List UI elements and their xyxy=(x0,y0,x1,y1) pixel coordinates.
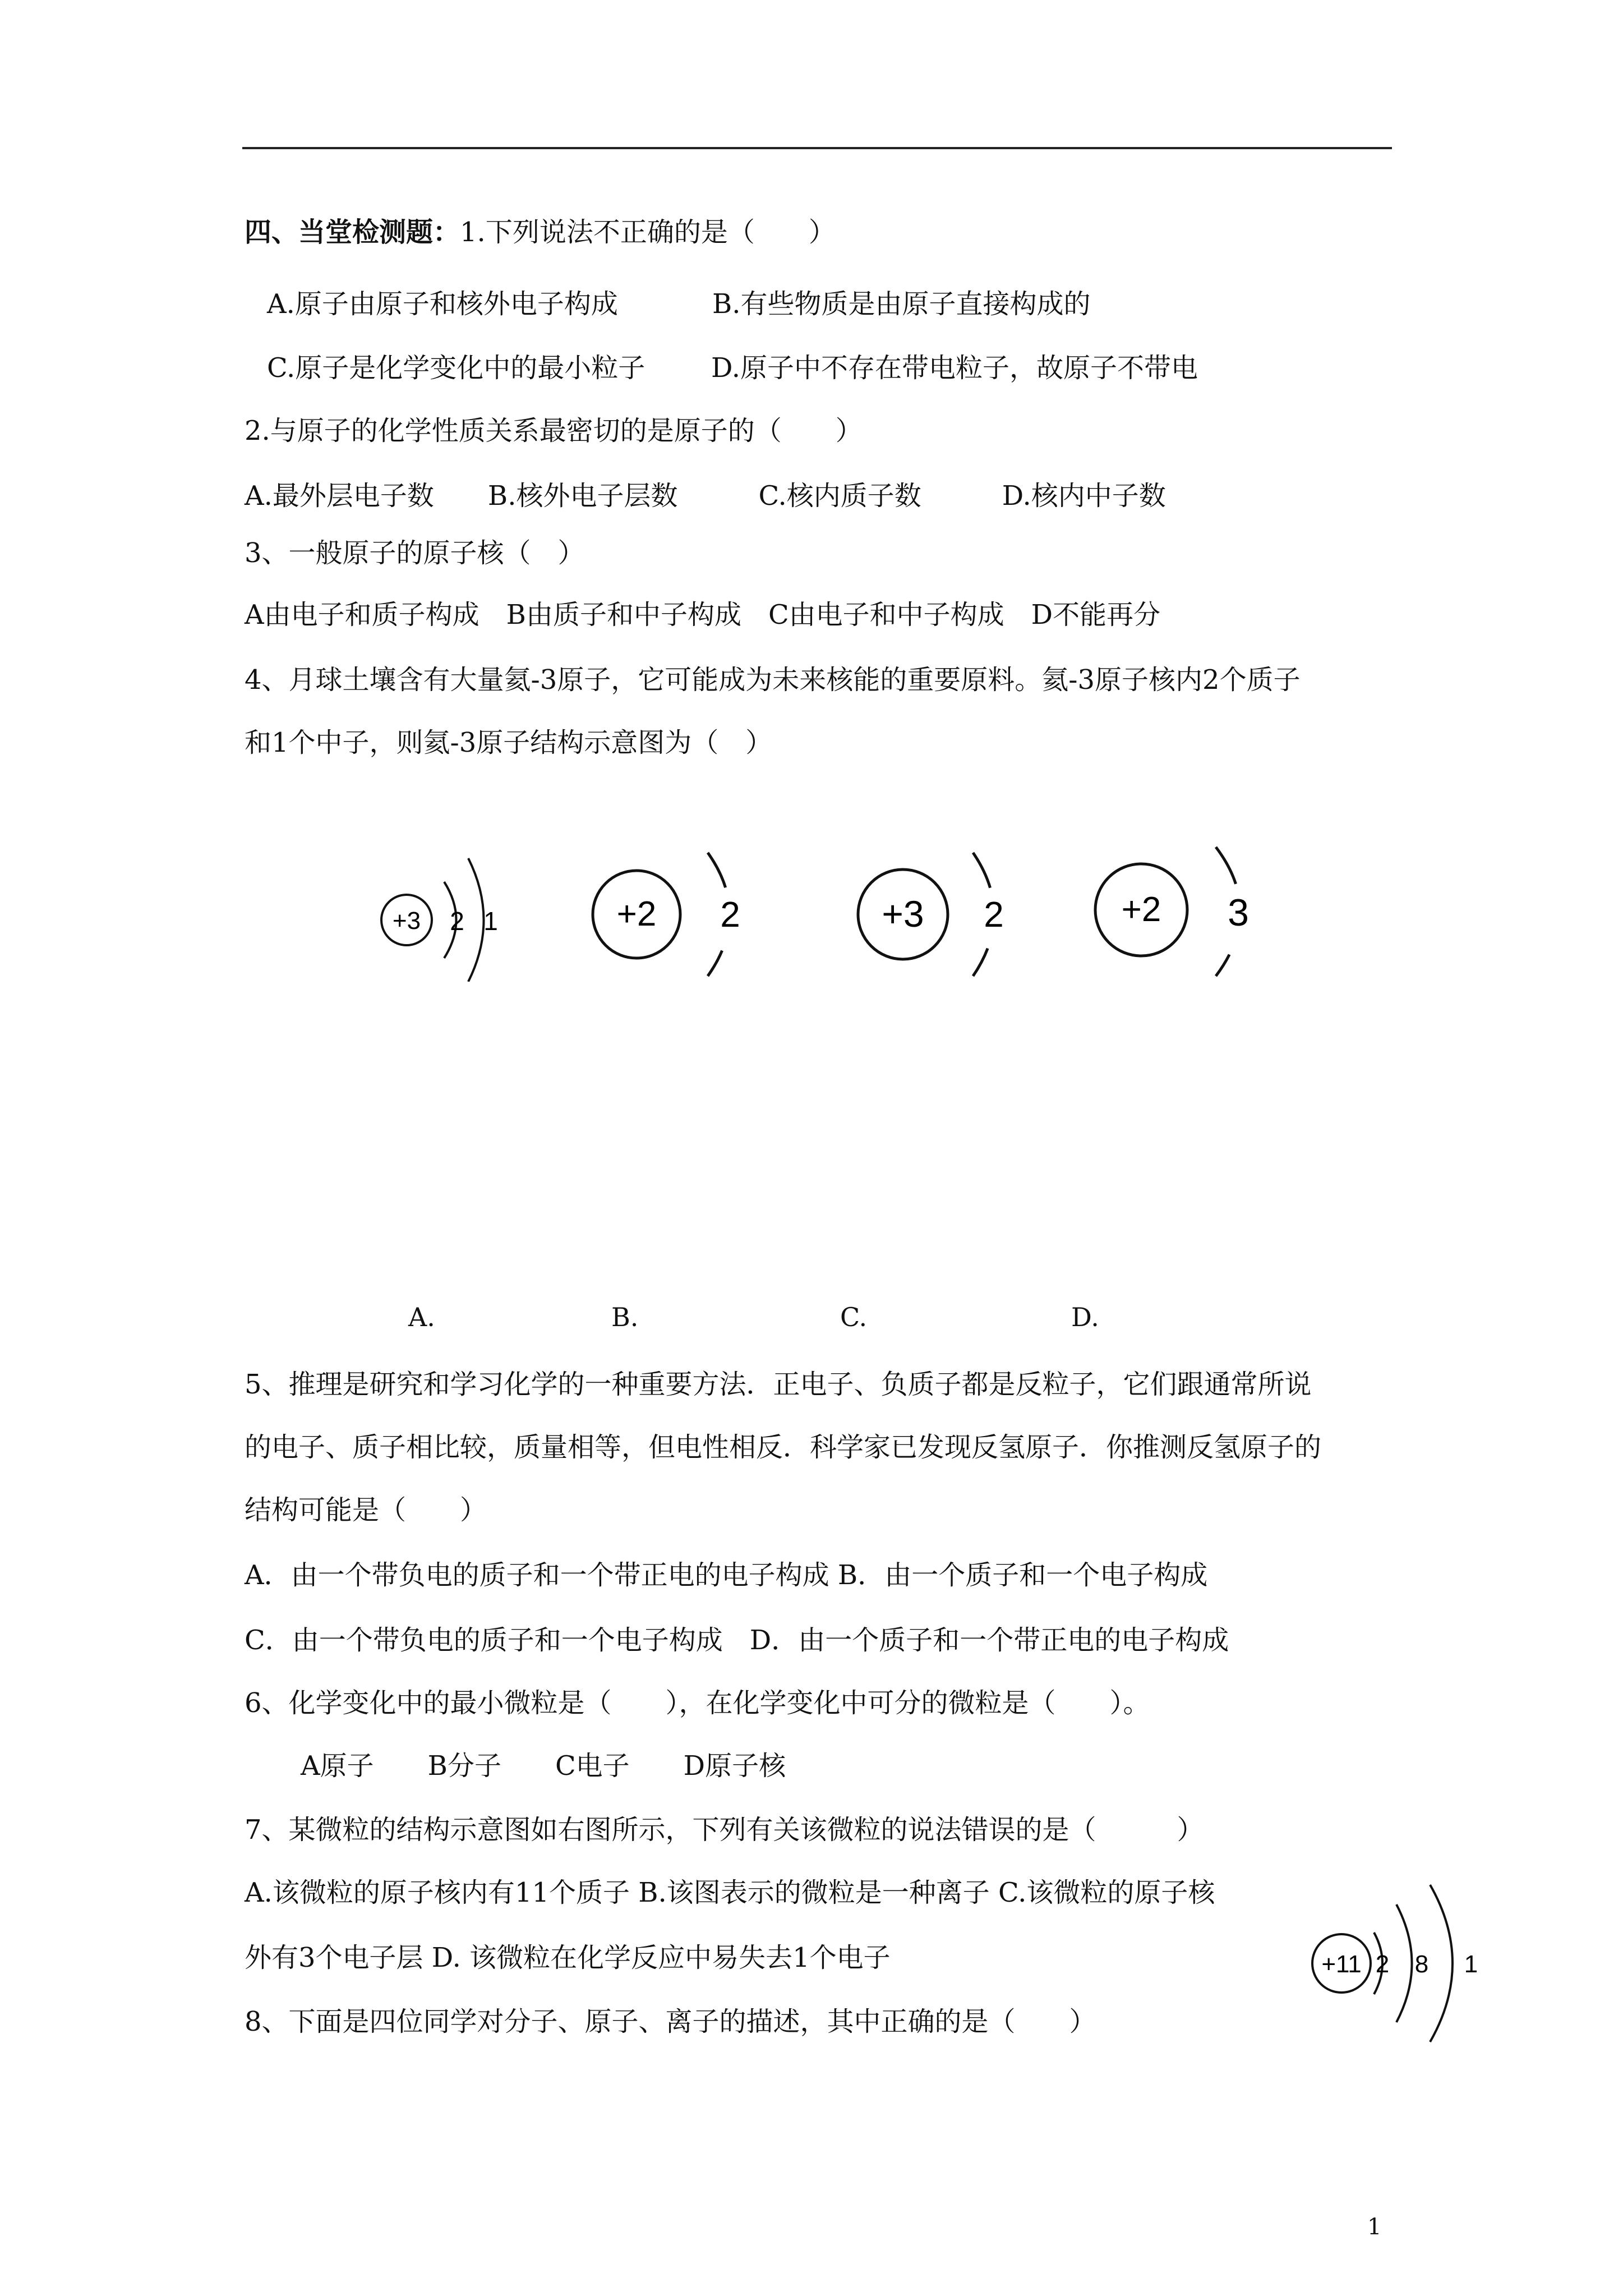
shell-electrons: 1 xyxy=(483,907,498,936)
shell-arc xyxy=(1430,1885,1453,2042)
question-1-stem: 1.下列说法不正确的是（ ） xyxy=(460,217,836,248)
question-5-line2: 的电子、质子相比较，质量相等，但电性相反．科学家已发现反氢原子．你推测反氢原子的 xyxy=(245,1432,1322,1463)
question-3-options: A由电子和质子构成 B由质子和中子构成 C由电子和中子构成 D不能再分 xyxy=(245,599,1161,631)
question-5-options-ab: A．由一个带负电的质子和一个带正电的电子构成 B．由一个质子和一个电子构成 xyxy=(245,1559,1208,1591)
shell-electrons: 2 xyxy=(984,894,1004,935)
question-2-options: A.最外层电子数 B.核外电子层数 C.核内质子数 D.核内中子数 xyxy=(245,480,1166,512)
diagram-b xyxy=(583,841,751,982)
diagram-d xyxy=(1094,836,1262,982)
question-6-stem: 6、化学变化中的最小微粒是（ ），在化学变化中可分的微粒是（ ）。 xyxy=(245,1687,1150,1719)
question-4-line2: 和1个中子，则氦-3原子结构示意图为（ ） xyxy=(245,727,773,758)
question-3-stem: 3、一般原子的原子核（ ） xyxy=(245,537,585,569)
question-7-line1: A.该微粒的原子核内有11个质子 B.该图表示的微粒是一种离子 C.该微粒的原子核 xyxy=(245,1877,1215,1908)
q1-option-c: C.原子是化学变化中的最小粒子 xyxy=(267,352,645,384)
nucleus-charge: +3 xyxy=(392,907,421,935)
nucleus-charge: +3 xyxy=(882,893,924,935)
diagram-d-label: D. xyxy=(1071,1302,1099,1332)
nucleus-charge: +2 xyxy=(1121,890,1161,929)
shell-electrons: 2 xyxy=(1375,1950,1390,1978)
question-7-line2: 外有3个电子层 D. 该微粒在化学反应中易失去1个电子 xyxy=(245,1942,891,1973)
question-8-stem: 8、下面是四位同学对分子、原子、离子的描述，其中正确的是（ ） xyxy=(245,2006,1096,2037)
shell-electrons: 2 xyxy=(720,894,740,935)
diagram-b-label: B. xyxy=(611,1302,639,1332)
q1-option-b: B.有些物质是由原子直接构成的 xyxy=(712,288,1091,320)
question-6-options: A原子 B分子 C电子 D原子核 xyxy=(301,1750,786,1782)
shell-arc xyxy=(468,858,484,982)
q1-option-d: D.原子中不存在带电粒子，故原子不带电 xyxy=(711,352,1198,384)
nucleus-charge: +2 xyxy=(616,895,657,933)
nucleus-charge: +11 xyxy=(1321,1950,1362,1978)
shell-arc xyxy=(1396,1904,1412,2022)
question-7-diagram xyxy=(1307,1879,1497,2047)
question-5-line1: 5、推理是研究和学习化学的一种重要方法．正电子、负质子都是反粒子，它们跟通常所说 xyxy=(245,1369,1312,1400)
question-5-options-cd: C．由一个带负电的质子和一个电子构成 D．由一个质子和一个带正电的电子构成 xyxy=(245,1625,1229,1656)
diagram-c xyxy=(847,841,1015,982)
q1-option-a: A.原子由原子和核外电子构成 xyxy=(267,288,618,320)
diagram-a-label: A. xyxy=(408,1302,435,1332)
section-title: 四、当堂检测题： xyxy=(245,217,460,248)
question-4-line1: 4、月球土壤含有大量氦-3原子，它可能成为未来核能的重要原料。氦-3原子核内2个质子 xyxy=(245,664,1301,696)
question-7-stem: 7、某微粒的结构示意图如右图所示，下列有关该微粒的说法错误的是（ ） xyxy=(245,1814,1204,1846)
shell-electrons: 8 xyxy=(1414,1950,1429,1978)
header-rule xyxy=(242,147,1392,149)
shell-electrons: 1 xyxy=(1464,1950,1478,1978)
page-number: 1 xyxy=(1367,2214,1382,2240)
question-5-line3: 结构可能是（ ） xyxy=(245,1494,487,1526)
shell-electrons: 2 xyxy=(450,907,464,936)
question-2-stem: 2.与原子的化学性质关系最密切的是原子的（ ） xyxy=(245,415,863,447)
diagram-a xyxy=(370,841,510,982)
diagram-c-label: C. xyxy=(840,1302,868,1332)
question-1 xyxy=(245,214,836,250)
shell-electrons: 3 xyxy=(1228,891,1249,934)
